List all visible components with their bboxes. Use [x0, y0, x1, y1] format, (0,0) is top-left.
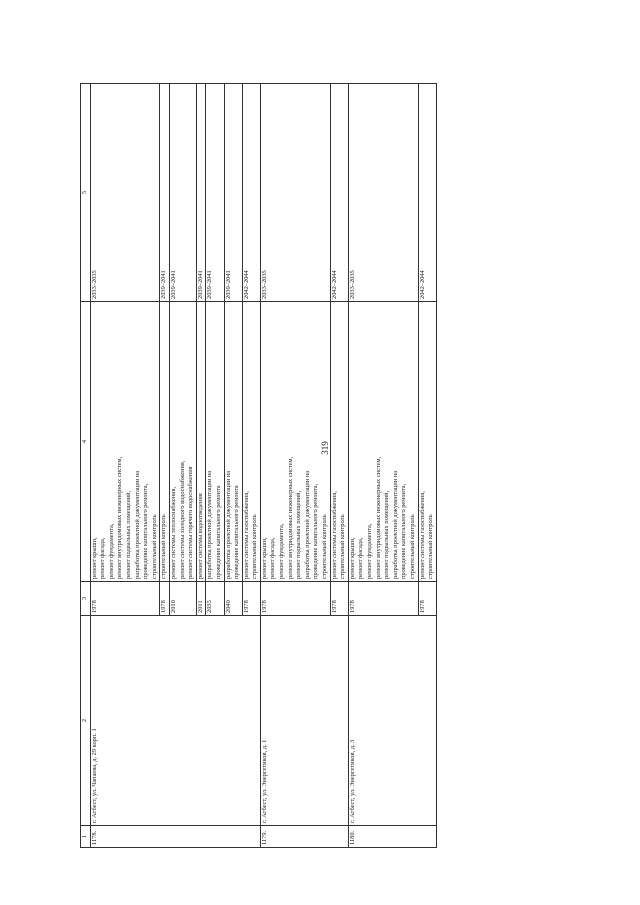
row-year: 1978	[260, 582, 330, 616]
row-works: ремонт крыши, ремонт фасада, ремонт фундамента, ремонт внутридомовых инженерных систем, ремонт подвальных помещений, разработка проектной документации на проведение капитального ремонта, строительный контроль	[348, 302, 418, 582]
row-works: ремонт системы водоотведения	[196, 302, 206, 582]
row-works: ремонт системы газоснабжения, строительный контроль	[418, 302, 436, 582]
row-period: 2033–2035	[348, 84, 418, 302]
row-year: 2035	[206, 582, 224, 616]
row-number: 1180.	[348, 826, 436, 848]
row-period: 2042–2044	[242, 84, 260, 302]
repair-schedule-table	[80, 83, 437, 848]
row-period: 2042–2044	[330, 84, 348, 302]
row-period: 2039–2041	[196, 84, 206, 302]
row-year: 1978	[348, 582, 418, 616]
row-period: 2042–2044	[418, 84, 436, 302]
row-period: 2039–2041	[224, 84, 242, 302]
header-col-1: 1	[81, 826, 91, 848]
row-year: 1978	[330, 582, 348, 616]
row-works: разработка проектной документации на проведение капитального ремонта	[206, 302, 224, 582]
row-address: г. Асбест, ул. Чапаева, д. 29 корп. 1	[90, 616, 260, 826]
row-address: г. Асбест, ул. Энергетиков, д. 3	[348, 616, 436, 826]
header-row	[81, 84, 91, 848]
row-works: строительный контроль	[160, 302, 170, 582]
table-row	[260, 84, 330, 848]
row-year: 2011	[196, 582, 206, 616]
row-year: 1978	[90, 582, 160, 616]
row-number: 1178.	[90, 826, 260, 848]
header-col-5: 5	[81, 84, 91, 302]
row-period: 2039–2041	[206, 84, 224, 302]
row-period: 2039–2041	[160, 84, 170, 302]
row-works: ремонт системы теплоснабжения, ремонт системы холодного водоснабжения, ремонт системы горячего водоснабжения	[169, 302, 196, 582]
rotated-table-container	[80, 84, 560, 848]
header-col-3: 3	[81, 582, 91, 616]
row-year: 1978	[242, 582, 260, 616]
page-number: 319	[320, 441, 330, 455]
row-works: ремонт крыши, ремонт фасада, ремонт фундамента, ремонт внутридомовых инженерных систем, ремонт подвальных помещений, разработка проектной документации на проведение капитального ремонта, строительный контроль	[260, 302, 330, 582]
row-works: ремонт крыши, ремонт фасада, ремонт фундамента, ремонт внутридомовых инженерных систем, ремонт подвальных помещений, разработка проектной документации на проведение капитального ремонта, строительный контроль	[90, 302, 160, 582]
row-year: 2040	[224, 582, 242, 616]
table-row	[90, 84, 160, 848]
header-col-2: 2	[81, 616, 91, 826]
table-row	[348, 84, 418, 848]
header-col-4: 4	[81, 302, 91, 582]
row-year: 1978	[160, 582, 170, 616]
row-works: разработка проектной документации на проведение капитального ремонта	[224, 302, 242, 582]
row-year: 1978	[418, 582, 436, 616]
row-period: 2033–2035	[260, 84, 330, 302]
row-period: 2039–2041	[169, 84, 196, 302]
row-period: 2033–2035	[90, 84, 160, 302]
row-works: ремонт системы газоснабжения, строительный контроль	[330, 302, 348, 582]
row-works: ремонт системы газоснабжения, строительный контроль	[242, 302, 260, 582]
row-number: 1179.	[260, 826, 348, 848]
row-year: 2010	[169, 582, 196, 616]
row-address: г. Асбест, ул. Энергетиков, д. 1	[260, 616, 348, 826]
